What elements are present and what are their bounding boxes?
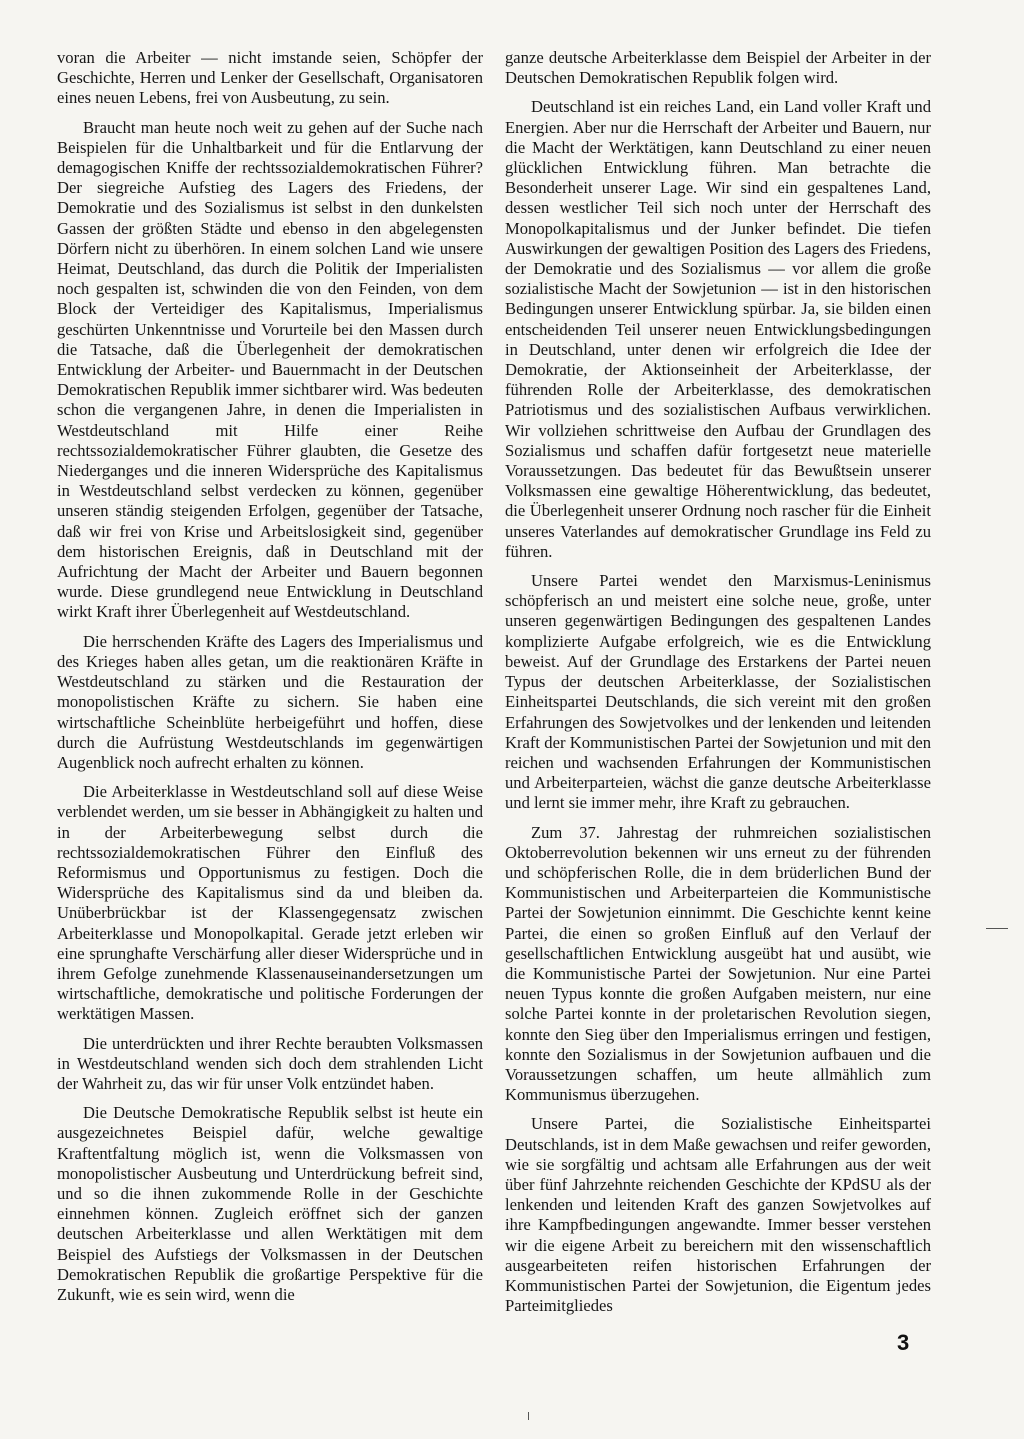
paragraph: Unsere Partei, die Sozialistische Einheitspartei Deutschlands, ist in dem Maße gewachsen und reifer geworden, wie sie sorgfältig und achtsam alle Erfahrungen aus der weit über fünf Jahrzehnte reichenden Geschichte der KPdSU als der lenkenden und leitenden Kraft des ganzen Sowjetvolkes auf ihre Kampfbedingungen angewandte. Immer besser verstehen wir die eigene Arbeit zu bereichern mit den wissenschaftlich ausgearbeiteten reifen historischen Erfahrungen der Kommunistischen Partei der Sowjetunion, die Eigentum jedes Parteimitgliedes: [505, 1114, 931, 1316]
paragraph: Braucht man heute noch weit zu gehen auf der Suche nach Beispielen für die Unhaltbarkeit und für die Entlarvung der demagogischen Kniffe der rechtssozialdemokratischen Führer? Der siegreiche Aufstieg des Lagers des Friedens, der Demokratie und des Sozialismus ist selbst in den dunkelsten Gassen der größten Städte und ebenso in den abgelegensten Dörfern nicht zu überhören. In einem solchen Land wie unsere Heimat, Deutschland, das durch die Politik der Imperialisten noch gespalten ist, schwinden die von den Feinden, von dem Block der Verteidiger des Kapitalismus, Imperialismus geschürten Unkenntnisse und Vorurteile bei den Massen durch die Tatsache, daß die Überlegenheit der demokratischen Entwicklung der Arbeiter- und Bauernmacht in der Deutschen Demokratischen Republik immer sichtbarer wird. Was bedeuten schon die vergangenen Jahre, in denen die Imperialisten in Westdeutschland mit Hilfe einer Reihe rechtssozialdemokratischer Führer glaubten, die Gesetze des Niederganges und die inneren Widersprüche des Kapitalismus in Westdeutschland selbst verdecken zu können, gegenüber unseren ständig steigenden Erfolgen, gegenüber der Tatsache, daß wir frei von Krise und Arbeitslosigkeit sind, gegenüber dem historischen Ereignis, daß in Deutschland mit der Aufrichtung der Macht der Arbeiter und Bauern begonnen wurde. Diese grundlegend neue Entwicklung in Deutschland wirkt Kraft ihrer Überlegenheit auf Westdeutschland.: [57, 117, 483, 622]
scan-speck: [986, 928, 1008, 929]
right-column: [505, 48, 931, 1325]
paragraph: Die Deutsche Demokratische Republik selbst ist heute ein ausgezeichnetes Beispiel dafür, welche gewaltige Kraftentfaltung möglich ist, wenn die Volksmassen von monopolistischer Ausbeutung und Unterdrückung befreit sind, und so die ihnen zukommende Rolle in der Geschichte einnehmen können. Zugleich eröffnet sich der ganzen deutschen Arbeiterklasse und allen Werktätigen mit dem Beispiel des Aufstiegs der Volksmassen in der Deutschen Demokratischen Republik die großartige Perspektive für die Zukunft, wie es sein wird, wenn die: [57, 1103, 483, 1304]
scan-speck: [528, 1412, 529, 1420]
paragraph: Die Arbeiterklasse in Westdeutschland soll auf diese Weise verblendet werden, um sie besser in Abhängigkeit zu halten und in der Arbeiterbewegung selbst durch die rechtssozialdemokratischen Führer den Einfluß des Reformismus und Opportunismus zu festigen. Doch die Widersprüche des Kapitalismus sind da und bleiben da. Unüberbrückbar ist der Klassengegensatz zwischen Arbeiterklasse und Monopolkapital. Gerade jetzt erleben wir eine sprunghafte Verschärfung aller dieser Widersprüche und in ihrem Gefolge zunehmende Klassenauseinandersetzungen um wirtschaftliche, demokratische und politische Forderungen der werktätigen Massen.: [57, 782, 483, 1024]
paragraph: Die herrschenden Kräfte des Lagers des Imperialismus und des Krieges haben alles getan, um die reaktionären Kräfte in Westdeutschland zu stärken und die Restauration der monopolistischen Kräfte zu sichern. Sie haben eine wirtschaftliche Scheinblüte herbeigeführt und hoffen, diese durch die Aufrüstung Westdeutschlands im gegenwärtigen Augenblick noch aufrecht erhalten zu können.: [57, 631, 483, 772]
paragraph: Die unterdrückten und ihrer Rechte beraubten Volksmassen in Westdeutschland wenden sich doch dem strahlenden Licht der Wahrheit zu, das wir für unser Volk entzündet haben.: [57, 1033, 483, 1093]
paragraph: Zum 37. Jahrestag der ruhmreichen sozialistischen Oktoberrevolution bekennen wir uns erneut zu der führenden und schöpferischen Rolle, die in dem brüderlichen Bund der Kommunistischen und Arbeiterparteien die Kommunistische Partei der Sowjetunion einnimmt. Die Geschichte kennt keine Partei, die einen so großen Einfluß auf den Verlauf der gesellschaftlichen Entwicklung ausgeübt hat und ausübt, wie die Kommunistische Partei der Sowjetunion. Nur eine Partei neuen Typus konnte die großen Aufgaben meistern, nur eine solche Partei konnte in der proletarischen Revolution siegen, konnte den Sieg über den Imperialismus erringen und festigen, konnte den Sozialismus in der Sowjetunion aufbauen und die Voraussetzungen schaffen, um heute allmählich zum Kommunismus überzugehen.: [505, 822, 931, 1105]
paragraph: voran die Arbeiter — nicht imstande seien, Schöpfer der Geschichte, Herren und Lenker der Gesellschaft, Organisatoren eines neuen Lebens, frei von Ausbeutung, zu sein.: [57, 48, 483, 108]
paragraph: ganze deutsche Arbeiterklasse dem Beispiel der Arbeiter in der Deutschen Demokratischen Republik folgen wird.: [505, 48, 931, 88]
paragraph: Unsere Partei wendet den Marxismus-Leninismus schöpferisch an und meistert eine solche neue, große, unter unseren gegenwärtigen Bedingungen des gespaltenen Landes komplizierte Aufgabe erfolgreich, wie es die Entwicklung beweist. Auf der Grundlage des Erstarkens der Partei neuen Typus der deutschen Arbeiterklasse, der Sozialistischen Einheitspartei Deutschlands, die sich vereint mit den großen Erfahrungen des Sowjetvolkes und der lenkenden und leitenden Kraft der Kommunistischen Partei der Sowjetunion und mit den reichen und wachsenden Erfahrungen der Kommunistischen und Arbeiterparteien, wächst die ganze deutsche Arbeiterklasse und lernt sie immer mehr, ihre Kraft zu gebrauchen.: [505, 571, 931, 813]
paragraph: Deutschland ist ein reiches Land, ein Land voller Kraft und Energien. Aber nur die Herrschaft der Arbeiter und Bauern, nur die Macht der Werktätigen, kann Deutschland zu einer neuen glücklichen Entwicklung führen. Man betrachte die Besonderheit unserer Lage. Wir sind ein gespaltenes Land, dessen westlicher Teil sich noch unter der Herrschaft des Monopolkapitalismus und der Junker befindet. Die tiefen Auswirkungen der gewaltigen Position des Lagers des Friedens, der Demokratie und des Sozialismus — vor allem die große sozialistische Macht der Sowjetunion — ist in den historischen Bedingungen unserer Entwicklung spürbar. Ja, sie bilden einen entscheidenden Teil unserer neuen Entwicklungsbedingungen in Deutschland, unter denen wir erfolgreich die Idee der Demokratie, der Aktionseinheit der Arbeiterklasse, der führenden Rolle der Arbeiterklasse, des demokratischen Patriotismus und des sozialistischen Aufbaus verwirklichen. Wir vollziehen schrittweise den Aufbau der Grundlagen des Sozialismus und schaffen dafür fortgesetzt neue materielle Voraussetzungen. Das bedeutet für das Bewußtsein unserer Volksmassen eine gewaltige Höherentwicklung, das bedeutet, die Überlegenheit unserer Ordnung noch rascher für die Einheit unseres Vaterlandes auf demokratischer Grundlage ins Feld zu führen.: [505, 97, 931, 561]
left-column: [57, 48, 483, 1314]
page-number: 3: [897, 1330, 910, 1355]
